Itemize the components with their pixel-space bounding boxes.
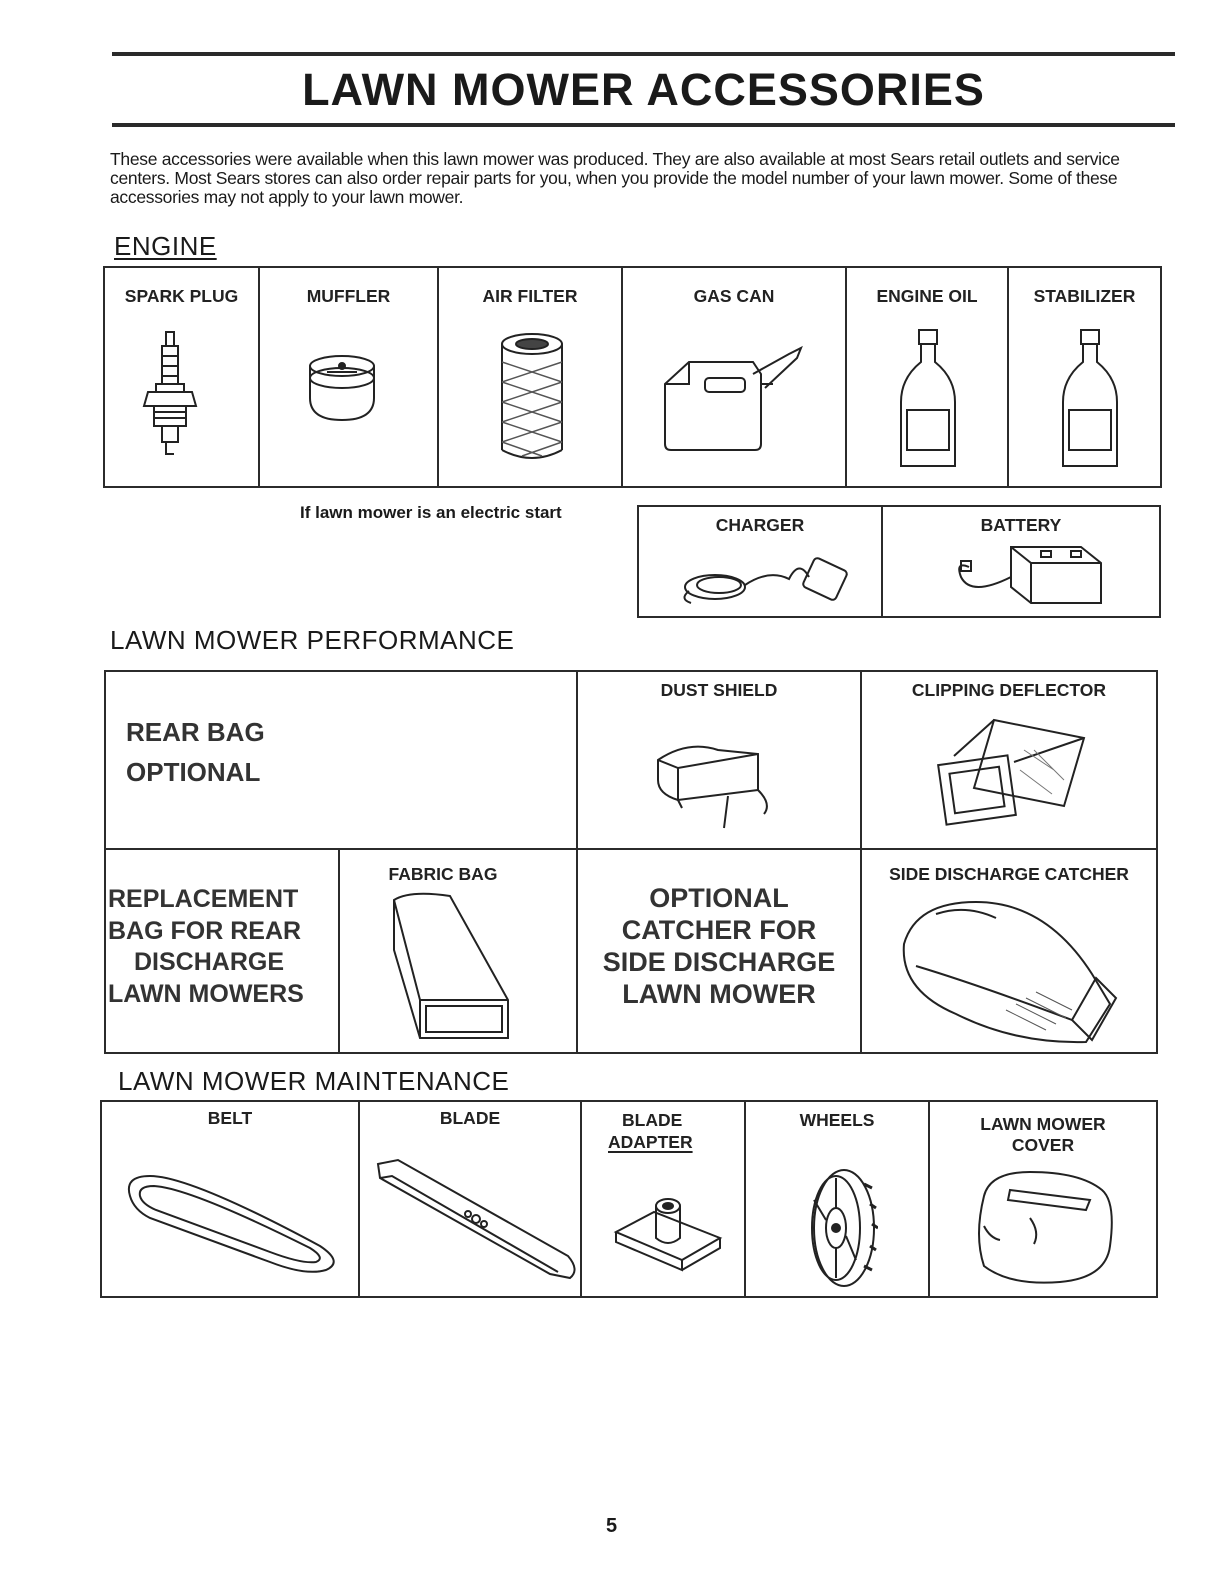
lawn-mower-cover-label-line1: LAWN MOWER: [980, 1114, 1106, 1134]
wheel-icon: [804, 1164, 878, 1292]
optional-catcher-text-line2: CATCHER FOR: [621, 915, 817, 945]
gas-can-icon: [661, 344, 809, 454]
stabilizer-icon: [1055, 326, 1125, 474]
blade-adapter-cell: [580, 1100, 746, 1298]
replacement-bag-text-line1: REPLACEMENT: [108, 885, 299, 913]
charger-cell: [637, 505, 883, 618]
performance-heading: LAWN MOWER PERFORMANCE: [110, 625, 515, 655]
side-discharge-catcher-label: SIDE DISCHARGE CATCHER: [889, 864, 1129, 884]
dust-shield-label: DUST SHIELD: [660, 680, 778, 700]
blade-cell: [358, 1100, 582, 1298]
stabilizer-cell: [1007, 266, 1162, 488]
muffler-cell: [258, 266, 439, 488]
dust-shield-icon: [648, 720, 788, 832]
battery-icon: [941, 537, 1109, 617]
blade-adapter-label-line2: ADAPTER: [608, 1132, 693, 1152]
engine-oil-icon: [893, 326, 963, 474]
optional-catcher-text-line1: OPTIONAL: [649, 883, 789, 913]
page-title: LAWN MOWER ACCESSORIES: [302, 64, 985, 115]
clipping-deflector-cell: [860, 670, 1158, 850]
rear-bag-text-line1: REAR BAG: [126, 717, 265, 747]
battery-label: BATTERY: [980, 515, 1062, 535]
title-rule-top: [112, 52, 1175, 56]
charger-label: CHARGER: [715, 515, 805, 535]
engine-oil-cell: [845, 266, 1009, 488]
rear-bag-text-line2: OPTIONAL: [126, 757, 261, 787]
belt-icon: [120, 1166, 346, 1278]
lawn-mower-cover-icon: [970, 1166, 1120, 1288]
fabric-bag-icon: [380, 890, 530, 1050]
electric-start-note: If lawn mower is an electric start: [300, 503, 562, 522]
title-rule-bottom: [112, 123, 1175, 127]
engine-heading: ENGINE: [114, 231, 217, 261]
fabric-bag-cell: [338, 848, 578, 1054]
page-number: 5: [605, 1515, 618, 1537]
air-filter-label: AIR FILTER: [482, 286, 578, 306]
intro-paragraph: These accessories were available when this lawn mower was produced. They are also available at most Sears retail outlets and service centers. Most Sears stores can also order repair parts for you, when you provide the model number of your lawn mower. Some of these accessories may not apply to your lawn mower.: [110, 149, 1120, 207]
fabric-bag-label: FABRIC BAG: [388, 864, 498, 884]
spark-plug-icon: [140, 330, 200, 460]
clipping-deflector-label: CLIPPING DEFLECTOR: [911, 680, 1107, 700]
optional-catcher-text-line3: SIDE DISCHARGE: [602, 947, 836, 977]
clipping-deflector-icon: [934, 710, 1094, 830]
dust-shield-cell: [576, 670, 862, 850]
belt-cell: [100, 1100, 360, 1298]
wheels-cell: [744, 1100, 930, 1298]
side-discharge-catcher-icon: [896, 894, 1120, 1050]
replacement-bag-text-line2: BAG FOR REAR: [108, 917, 302, 945]
replacement-bag-text-line4: LAWN MOWERS: [108, 980, 304, 1008]
air-filter-icon: [497, 332, 567, 462]
blade-label: BLADE: [439, 1108, 501, 1128]
blade-adapter-label-line1: BLADE: [622, 1110, 683, 1130]
optional-catcher-text-line4: LAWN MOWER: [622, 979, 816, 1009]
blade-adapter-icon: [612, 1188, 724, 1278]
side-discharge-catcher-cell: [860, 848, 1158, 1054]
air-filter-cell: [437, 266, 623, 488]
muffler-icon: [305, 352, 380, 424]
wheels-label: WHEELS: [799, 1110, 875, 1130]
belt-label: BELT: [207, 1108, 253, 1128]
spark-plug-label: SPARK PLUG: [124, 286, 239, 306]
gas-can-cell: [621, 266, 847, 488]
lawn-mower-cover-cell: [928, 1100, 1158, 1298]
stabilizer-label: STABILIZER: [1033, 286, 1136, 306]
lawn-mower-cover-label-line2: COVER: [1011, 1135, 1075, 1155]
muffler-label: MUFFLER: [306, 286, 391, 306]
charger-icon: [679, 549, 855, 609]
engine-oil-label: ENGINE OIL: [876, 286, 978, 306]
battery-cell: [881, 505, 1161, 618]
spark-plug-cell: [103, 266, 260, 488]
maintenance-heading: LAWN MOWER MAINTENANCE: [118, 1066, 510, 1096]
gas-can-label: GAS CAN: [693, 286, 775, 306]
blade-icon: [372, 1156, 582, 1286]
replacement-bag-text-line3: DISCHARGE: [134, 948, 285, 976]
